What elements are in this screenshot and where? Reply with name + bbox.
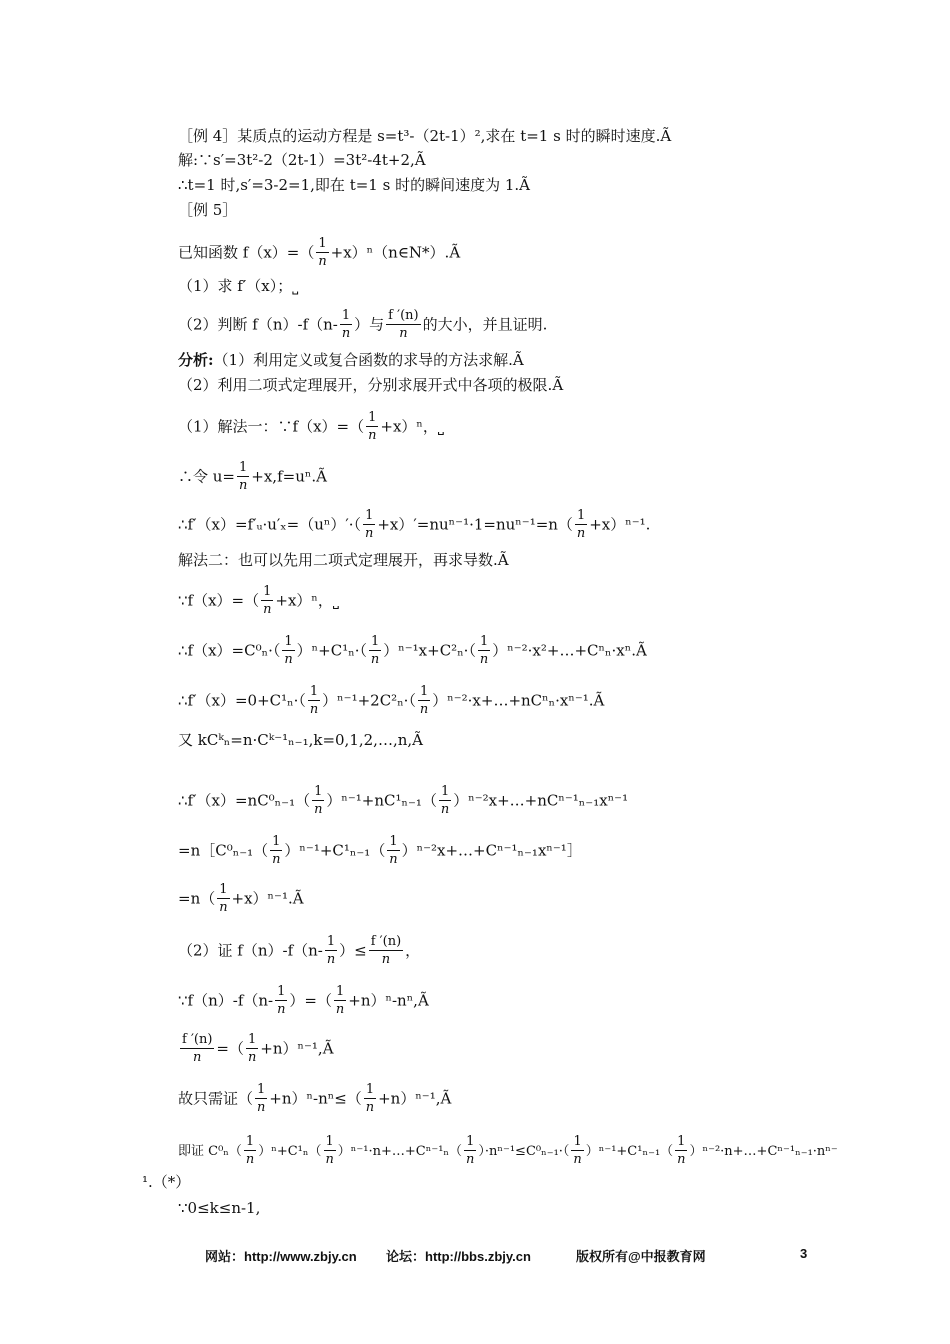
- denominator: n: [440, 802, 450, 817]
- sum-line-1: [178, 784, 628, 819]
- denominator: n: [277, 1002, 286, 1017]
- text: 故只需证（: [178, 1089, 254, 1108]
- numerator: f ′(n): [388, 308, 419, 323]
- denominator: n: [368, 428, 377, 443]
- fraction-one-over-n: [418, 684, 430, 719]
- example5-title: ［例 5］: [178, 201, 238, 219]
- denominator: n: [365, 526, 374, 541]
- derivative-line: [178, 508, 650, 543]
- example4-solution-line1: 解:∵s′=3t²-2（2t-1）=3t²-4t+2,Ã: [178, 151, 426, 169]
- fraction-one-over-n: [439, 784, 451, 819]
- numerator: 1: [365, 508, 374, 523]
- footer-copyright: 版权所有@中报教育网: [576, 1249, 706, 1264]
- proof-line-4-continuation: ¹.（*）: [142, 1173, 191, 1191]
- text: （2）判断 f（n）-f（n-: [178, 315, 338, 334]
- numerator: 1: [326, 934, 336, 949]
- text: ）ⁿ+C¹ₙ（: [258, 1144, 322, 1159]
- text: ，: [405, 941, 421, 960]
- method2-line: 解法二：也可以先用二项式定理展开，再求导数.Ã: [178, 551, 509, 569]
- function-line: [178, 584, 339, 619]
- text: +x）ⁿ（n∈N*）.Ã: [330, 243, 461, 262]
- proof-line-3: [178, 1082, 451, 1117]
- text: +x）′=nuⁿ⁻¹·1=nuⁿ⁻¹=n（: [377, 515, 573, 534]
- text: ∵f（n）-f（n-: [178, 991, 274, 1010]
- text: ）ⁿ⁻²·x²+…+Cⁿₙ·xⁿ.Ã: [492, 641, 647, 660]
- expansion-line: [178, 634, 647, 669]
- text: +x,f=uⁿ.Ã: [251, 467, 327, 486]
- numerator: 1: [389, 834, 398, 849]
- text: +x）ⁿ，⎵: [380, 417, 444, 436]
- fraction-one-over-n: [369, 634, 381, 669]
- fraction-one-over-n: [325, 934, 337, 969]
- text: ）ⁿ⁻¹x+C²ₙ·（: [383, 641, 476, 660]
- text: +n）ⁿ⁻¹,Ã: [260, 1039, 334, 1058]
- text: （1）解法一：∵f（x）=（: [178, 417, 365, 436]
- example4-title: ［例 4］某质点的运动方程是 s=t³-（2t-1）²,求在 t=1 s 时的瞬时速度.Ã: [178, 127, 672, 145]
- text: ）≤: [339, 941, 367, 960]
- text: （1）利用定义或复合函数的求导的方法求解.Ã: [213, 351, 524, 369]
- denominator: n: [573, 1152, 582, 1167]
- text: ）·nⁿ⁻¹≤C⁰ₙ₋₁·（: [478, 1144, 570, 1159]
- text: ）ⁿ⁻¹+C¹ₙ₋₁（: [585, 1144, 674, 1159]
- method1-line: [178, 410, 444, 445]
- text: ）ⁿ⁻²·x+…+nCⁿₙ·xⁿ⁻¹.Ã: [432, 691, 605, 710]
- fraction-one-over-n: [575, 508, 587, 543]
- fraction-one-over-n: [246, 1032, 258, 1067]
- proof-line-1: [178, 984, 429, 1019]
- text: +n）ⁿ⁻¹,Ã: [378, 1089, 452, 1108]
- text: 已知函数 f（x）=（: [178, 243, 315, 262]
- fraction-one-over-n: [308, 684, 320, 719]
- fraction-one-over-n: [334, 984, 346, 1019]
- text: ）ⁿ⁻¹·n+…+Cⁿ⁻¹ₙ（: [337, 1144, 463, 1159]
- denominator: n: [466, 1152, 475, 1167]
- denominator: n: [399, 326, 408, 341]
- fraction-one-over-n: [340, 308, 352, 343]
- numerator: 1: [309, 684, 319, 699]
- proof-line-2: [178, 1032, 334, 1067]
- text: +x）ⁿ⁻¹.: [589, 515, 651, 534]
- numerator: f ′(n): [370, 934, 402, 949]
- numerator: 1: [573, 1134, 582, 1149]
- fraction-fprime-over-n: [386, 308, 420, 343]
- text: ）ⁿ⁻¹+nC¹ₙ₋₁（: [326, 791, 437, 810]
- fraction-one-over-n: [366, 410, 378, 445]
- numerator: 1: [370, 634, 380, 649]
- derivative-expansion-line: [178, 684, 604, 719]
- text: （2）证 f（n）-f（n-: [178, 941, 323, 960]
- fraction-one-over-n: [261, 584, 273, 619]
- text: =n（: [178, 889, 216, 908]
- denominator: n: [284, 652, 293, 667]
- numerator: 1: [440, 784, 450, 799]
- text: ）ⁿ⁻²x+…+Cⁿ⁻¹ₙ₋₁xⁿ⁻¹］: [401, 841, 582, 860]
- numerator: 1: [314, 784, 323, 799]
- numerator: 1: [576, 508, 586, 523]
- text: ）ⁿ⁻²x+…+nCⁿ⁻¹ₙ₋₁xⁿ⁻¹: [453, 791, 629, 810]
- footer-website: 网站：http://www.zbjy.cn: [205, 1249, 357, 1264]
- numerator: 1: [466, 1134, 475, 1149]
- footer-forum: 论坛：http://bbs.zbjy.cn: [386, 1249, 531, 1264]
- given-function: [178, 236, 460, 271]
- numerator: f ′(n): [182, 1032, 213, 1047]
- fraction-one-over-n: [312, 784, 324, 819]
- sum-line-2: [178, 834, 582, 869]
- denominator: n: [341, 326, 351, 341]
- analysis-line1: [178, 350, 524, 370]
- text: ）ⁿ⁻²·n+…+Cⁿ⁻¹ₙ₋₁·nⁿ⁻: [689, 1144, 838, 1159]
- combination-identity-line: 又 kCᵏₙ=n·Cᵏ⁻¹ₙ₋₁,k=0,1,2,…,n,Ã: [178, 731, 423, 749]
- numerator: 1: [341, 308, 351, 323]
- denominator: n: [326, 952, 336, 967]
- text: =（: [216, 1039, 244, 1058]
- numerator: 1: [284, 634, 293, 649]
- denominator: n: [389, 852, 398, 867]
- fraction-one-over-n: [464, 1134, 476, 1169]
- text: ）ⁿ⁻¹+C¹ₙ₋₁（: [284, 841, 386, 860]
- numerator: 1: [263, 584, 272, 599]
- text: ）ⁿ⁻¹+2C²ₙ·（: [322, 691, 416, 710]
- numerator: 1: [419, 684, 429, 699]
- text: +x）ⁿ⁻¹.Ã: [231, 889, 304, 908]
- numerator: 1: [325, 1134, 334, 1149]
- denominator: n: [370, 652, 380, 667]
- fraction-one-over-n: [364, 1082, 376, 1117]
- numerator: 1: [677, 1134, 686, 1149]
- denominator: n: [576, 526, 586, 541]
- analysis-label: 分析:: [178, 351, 214, 369]
- denominator: n: [219, 900, 228, 915]
- page-footer: [0, 1246, 950, 1266]
- text: +x）ⁿ，⎵: [275, 591, 339, 610]
- fraction-one-over-n: [387, 834, 399, 869]
- numerator: 1: [318, 236, 327, 251]
- denominator: n: [479, 652, 489, 667]
- fraction-one-over-n: [237, 460, 249, 495]
- numerator: 1: [277, 984, 286, 999]
- denominator: n: [335, 1002, 345, 1017]
- numerator: 1: [368, 410, 377, 425]
- example4-solution-line2: ∴t=1 时,s′=3-2=1,即在 t=1 s 时的瞬间速度为 1.Ã: [178, 176, 530, 194]
- fraction-one-over-n: [217, 882, 229, 917]
- text: ∵f（x）=（: [178, 591, 260, 610]
- substitution-line: [178, 460, 327, 495]
- numerator: 1: [272, 834, 281, 849]
- text: ∴f′（x）=f′ᵤ·u′ₓ=（uⁿ）′·（: [178, 515, 362, 534]
- proof-line-5: ∵0≤k≤n-1,: [178, 1199, 261, 1217]
- numerator: 1: [248, 1032, 257, 1047]
- denominator: n: [193, 1050, 202, 1065]
- fraction-one-over-n: [675, 1134, 687, 1169]
- fraction-one-over-n: [316, 236, 328, 271]
- fraction-one-over-n: [275, 984, 287, 1019]
- text: ∴f（x）=C⁰ₙ·（: [178, 641, 281, 660]
- denominator: n: [256, 1100, 266, 1115]
- denominator: n: [238, 478, 248, 493]
- text: 的大小，并且证明.: [422, 315, 548, 334]
- denominator: n: [247, 1050, 257, 1065]
- fraction-one-over-n: [363, 508, 375, 543]
- denominator: n: [419, 702, 429, 717]
- numerator: 1: [365, 1082, 375, 1097]
- analysis-line2: （2）利用二项式定理展开，分别求展开式中各项的极限.Ã: [178, 376, 564, 394]
- text: ）与: [354, 315, 385, 334]
- fraction-one-over-n: [255, 1082, 267, 1117]
- text: ∴令 u=: [178, 467, 235, 486]
- denominator: n: [318, 254, 327, 269]
- numerator: 1: [219, 882, 228, 897]
- numerator: 1: [479, 634, 489, 649]
- denominator: n: [325, 1152, 334, 1167]
- text: +n）ⁿ-nⁿ,Ã: [348, 991, 429, 1010]
- denominator: n: [245, 1152, 255, 1167]
- fraction-fprime-over-n: [369, 934, 403, 969]
- fraction-one-over-n: [244, 1134, 256, 1169]
- proof-line-4: [178, 1134, 838, 1169]
- numerator: 1: [335, 984, 345, 999]
- text: ∴f′（x）=0+C¹ₙ·（: [178, 691, 306, 710]
- text: ）ⁿ+C¹ₙ·（: [296, 641, 367, 660]
- text: 即证 C⁰ₙ（: [178, 1144, 242, 1159]
- denominator: n: [263, 602, 272, 617]
- sum-line-3: [178, 882, 304, 917]
- fraction-one-over-n: [478, 634, 490, 669]
- numerator: 1: [239, 460, 248, 475]
- proof-claim-line: [178, 934, 420, 969]
- fraction-one-over-n: [571, 1134, 583, 1169]
- question-2: [178, 308, 547, 343]
- fraction-one-over-n: [270, 834, 282, 869]
- fraction-one-over-n: [324, 1134, 336, 1169]
- fraction-one-over-n: [282, 634, 294, 669]
- question-1: （1）求 f′（x）；⎵: [178, 277, 299, 295]
- denominator: n: [272, 852, 281, 867]
- page-number: 3: [800, 1246, 808, 1261]
- denominator: n: [381, 952, 391, 967]
- numerator: 1: [257, 1082, 266, 1097]
- denominator: n: [309, 702, 319, 717]
- denominator: n: [677, 1152, 686, 1167]
- denominator: n: [314, 802, 323, 817]
- numerator: 1: [245, 1134, 255, 1149]
- fraction-fprime-over-n: [180, 1032, 214, 1067]
- text: ）=（: [289, 991, 332, 1010]
- text: ∴f′（x）=nC⁰ₙ₋₁（: [178, 791, 311, 810]
- text: +n）ⁿ-nⁿ≤（: [269, 1089, 362, 1108]
- denominator: n: [365, 1100, 375, 1115]
- text: =n［C⁰ₙ₋₁（: [178, 841, 269, 860]
